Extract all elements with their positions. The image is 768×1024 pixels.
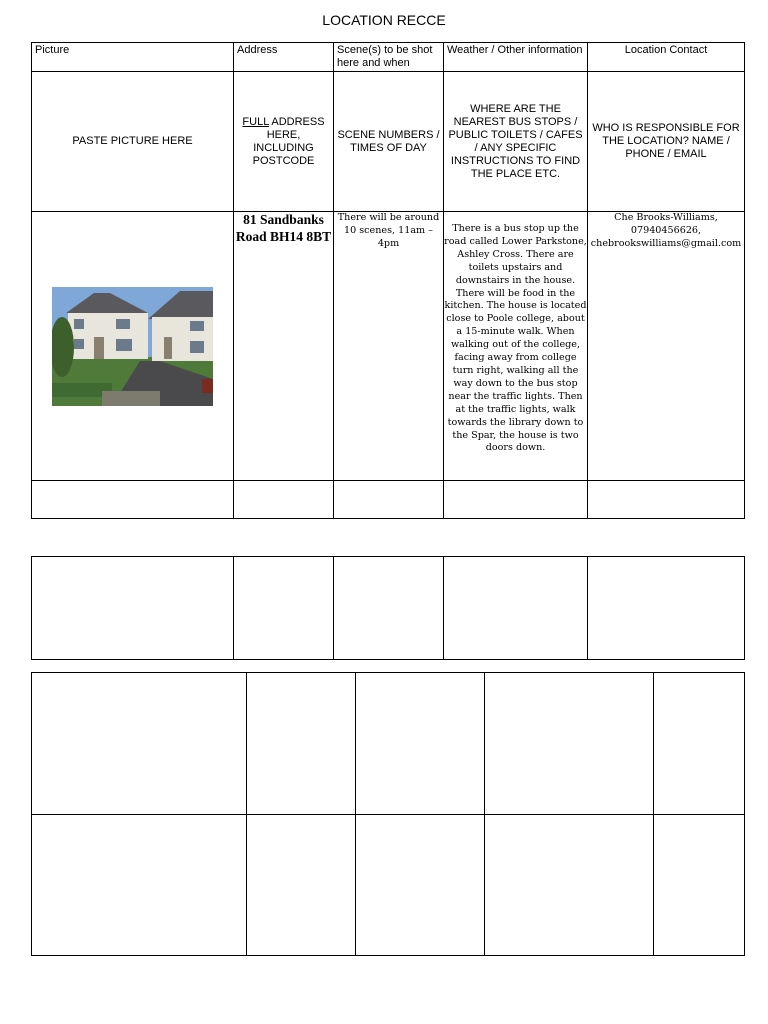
house-photo (52, 287, 213, 406)
entry-contact (588, 212, 745, 481)
entry-scenes: There will be around 10 scenes, 11am – 4pm (334, 212, 444, 481)
picture-cell (32, 212, 234, 481)
blank-table-1 (31, 556, 745, 660)
header-picture: Picture (32, 43, 234, 72)
instruction-contact: WHO IS RESPONSIBLE FOR THE LOCATION? NAME / PHONE / EMAIL (588, 72, 745, 212)
entry-weather: There is a bus stop up the road called Lower Parkstone, Ashley Cross. There are toilets upstairs and downstairs in the house. There will be food in the kitchen. The house is located close to Poole college, about a 15-minute walk. When walking out of the college, facing away from college turn right, walking all the way down to the bus stop near the traffic lights. Then at the traffic lights, walk towards the library down to the Spar, the house is two doors down. (444, 212, 588, 481)
header-contact: Location Contact (588, 43, 745, 72)
entry-address: 81 Sandbanks Road BH14 8BT (234, 212, 334, 481)
blank-row (32, 815, 745, 956)
instruction-address-underlined: FULL (242, 115, 269, 128)
instruction-address (234, 72, 334, 212)
instruction-picture: PASTE PICTURE HERE (32, 72, 234, 212)
blank-row (32, 557, 745, 660)
instruction-scenes: SCENE NUMBERS / TIMES OF DAY (334, 72, 444, 212)
contact-phone: 07940456626, (630, 224, 702, 236)
empty-row (32, 481, 745, 519)
header-weather: Weather / Other information (444, 43, 588, 72)
header-scenes: Scene(s) to be shot here and when (334, 43, 444, 72)
contact-name: Che Brooks-Williams, (614, 212, 718, 223)
recce-table (31, 42, 745, 519)
instruction-weather: WHERE ARE THE NEAREST BUS STOPS / PUBLIC TOILETS / CAFES / ANY SPECIFIC INSTRUCTIONS TO FIND THE PLACE ETC. (444, 72, 588, 212)
blank-table-2 (31, 672, 745, 956)
contact-email: chebrookswilliams@gmail.com (590, 237, 742, 249)
blank-row (32, 673, 745, 815)
header-address: Address (234, 43, 334, 72)
instruction-address-text: ADDRESS HERE, INCLUDING POSTCODE (252, 115, 325, 167)
page-title: LOCATION RECCE (322, 12, 446, 28)
